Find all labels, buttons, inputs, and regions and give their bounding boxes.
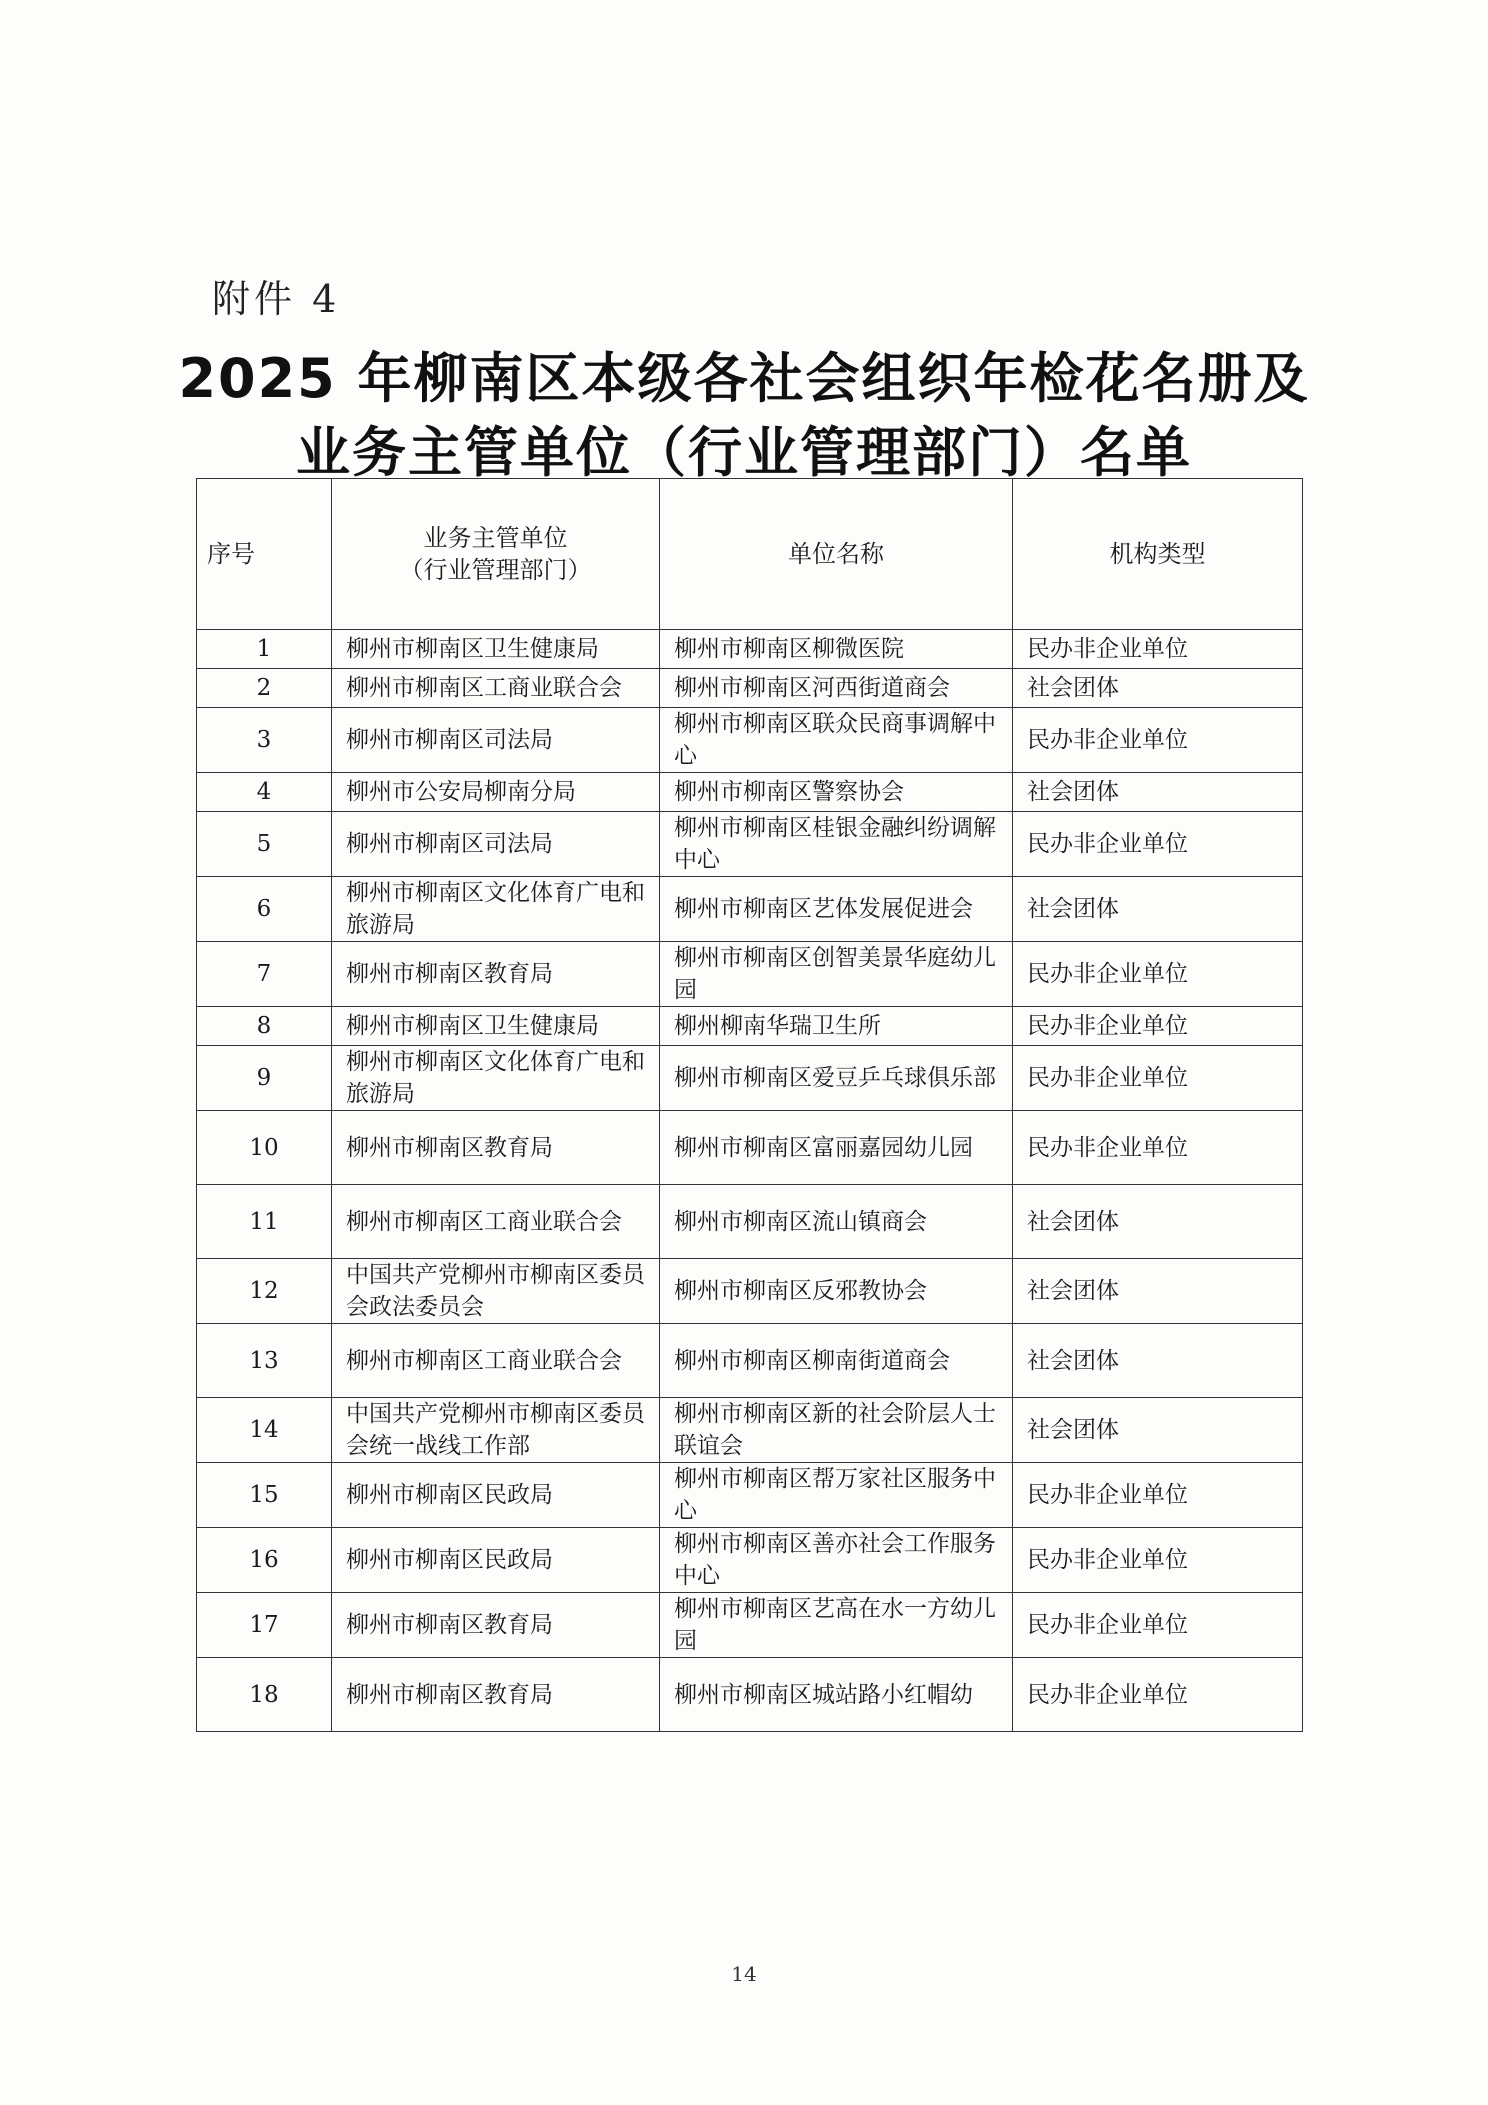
row-dept-cell: 中国共产党柳州市柳南区委员会统一战线工作部 — [332, 1398, 660, 1463]
row-type-cell: 社会团体 — [1013, 1185, 1303, 1259]
row-dept-cell: 柳州市柳南区文化体育广电和旅游局 — [332, 877, 660, 942]
row-index-cell: 9 — [197, 1046, 332, 1111]
row-unit-cell: 柳州市柳南区桂银金融纠纷调解中心 — [660, 812, 1013, 877]
table-row — [197, 630, 1303, 669]
row-type-cell: 民办非企业单位 — [1013, 1463, 1303, 1528]
row-dept-cell: 柳州市柳南区教育局 — [332, 1111, 660, 1185]
row-index-cell: 11 — [197, 1185, 332, 1259]
table-row — [197, 877, 1303, 942]
table-row — [197, 1463, 1303, 1528]
table-header-row — [197, 479, 1303, 630]
header-dept-line-2: （行业管理部门） — [399, 556, 592, 584]
table-row — [197, 942, 1303, 1007]
row-index-cell: 16 — [197, 1528, 332, 1593]
table-row — [197, 669, 1303, 708]
row-index-cell: 3 — [197, 708, 332, 773]
row-type-cell: 社会团体 — [1013, 773, 1303, 812]
row-index-cell: 5 — [197, 812, 332, 877]
header-type: 机构类型 — [1013, 479, 1303, 630]
row-type-cell: 民办非企业单位 — [1013, 1658, 1303, 1732]
row-index-cell: 14 — [197, 1398, 332, 1463]
row-index-cell: 13 — [197, 1324, 332, 1398]
row-unit-cell: 柳州市柳南区流山镇商会 — [660, 1185, 1013, 1259]
row-unit-cell: 柳州市柳南区柳南街道商会 — [660, 1324, 1013, 1398]
row-unit-cell: 柳州市柳南区联众民商事调解中心 — [660, 708, 1013, 773]
table-row — [197, 1593, 1303, 1658]
row-unit-cell: 柳州市柳南区帮万家社区服务中心 — [660, 1463, 1013, 1528]
row-index-cell: 1 — [197, 630, 332, 669]
row-unit-cell: 柳州市柳南区新的社会阶层人士联谊会 — [660, 1398, 1013, 1463]
table-row — [197, 1185, 1303, 1259]
row-unit-cell: 柳州市柳南区艺体发展促进会 — [660, 877, 1013, 942]
organization-table — [196, 478, 1303, 1732]
table-body — [197, 630, 1303, 1732]
row-dept-cell: 柳州市柳南区教育局 — [332, 942, 660, 1007]
row-unit-cell: 柳州市柳南区创智美景华庭幼儿园 — [660, 942, 1013, 1007]
header-index: 序号 — [197, 479, 332, 630]
row-index-cell: 8 — [197, 1007, 332, 1046]
row-unit-cell: 柳州市柳南区柳微医院 — [660, 630, 1013, 669]
row-index-cell: 18 — [197, 1658, 332, 1732]
row-type-cell: 民办非企业单位 — [1013, 812, 1303, 877]
row-unit-cell: 柳州市柳南区警察协会 — [660, 773, 1013, 812]
row-type-cell: 民办非企业单位 — [1013, 1111, 1303, 1185]
row-type-cell: 民办非企业单位 — [1013, 708, 1303, 773]
table-row — [197, 1259, 1303, 1324]
page-number: 14 — [731, 1962, 757, 1986]
row-dept-cell: 柳州市柳南区文化体育广电和旅游局 — [332, 1046, 660, 1111]
row-dept-cell: 柳州市柳南区卫生健康局 — [332, 1007, 660, 1046]
row-dept-cell: 柳州市柳南区教育局 — [332, 1658, 660, 1732]
row-unit-cell: 柳州市柳南区善亦社会工作服务中心 — [660, 1528, 1013, 1593]
row-unit-cell: 柳州市柳南区富丽嘉园幼儿园 — [660, 1111, 1013, 1185]
row-unit-cell: 柳州市柳南区艺高在水一方幼儿园 — [660, 1593, 1013, 1658]
table-row — [197, 1658, 1303, 1732]
row-dept-cell: 柳州市柳南区民政局 — [332, 1528, 660, 1593]
table-row — [197, 1007, 1303, 1046]
row-index-cell: 2 — [197, 669, 332, 708]
row-type-cell: 社会团体 — [1013, 1324, 1303, 1398]
header-unit: 单位名称 — [660, 479, 1013, 630]
row-type-cell: 社会团体 — [1013, 877, 1303, 942]
row-index-cell: 15 — [197, 1463, 332, 1528]
document-title-line-2: 业务主管单位（行业管理部门）名单 — [296, 421, 1192, 484]
row-index-cell: 7 — [197, 942, 332, 1007]
table-row — [197, 1324, 1303, 1398]
row-type-cell: 社会团体 — [1013, 669, 1303, 708]
row-index-cell: 12 — [197, 1259, 332, 1324]
row-dept-cell: 柳州市柳南区教育局 — [332, 1593, 660, 1658]
row-type-cell: 民办非企业单位 — [1013, 1528, 1303, 1593]
row-dept-cell: 柳州市柳南区工商业联合会 — [332, 669, 660, 708]
row-index-cell: 6 — [197, 877, 332, 942]
row-type-cell: 社会团体 — [1013, 1259, 1303, 1324]
table-row — [197, 1111, 1303, 1185]
row-dept-cell: 柳州市柳南区工商业联合会 — [332, 1324, 660, 1398]
row-unit-cell: 柳州市柳南区城站路小红帽幼 — [660, 1658, 1013, 1732]
row-type-cell: 民办非企业单位 — [1013, 1007, 1303, 1046]
table-row — [197, 773, 1303, 812]
table-row — [197, 1398, 1303, 1463]
row-type-cell: 民办非企业单位 — [1013, 942, 1303, 1007]
row-dept-cell: 柳州市柳南区司法局 — [332, 812, 660, 877]
document-title-line-1: 2025 年柳南区本级各社会组织年检花名册及 — [178, 347, 1310, 410]
row-index-cell: 10 — [197, 1111, 332, 1185]
header-dept — [332, 479, 660, 630]
row-index-cell: 4 — [197, 773, 332, 812]
row-index-cell: 17 — [197, 1593, 332, 1658]
row-type-cell: 民办非企业单位 — [1013, 1593, 1303, 1658]
row-dept-cell: 柳州市柳南区卫生健康局 — [332, 630, 660, 669]
table-row — [197, 1528, 1303, 1593]
table-row — [197, 812, 1303, 877]
row-dept-cell: 柳州市公安局柳南分局 — [332, 773, 660, 812]
row-dept-cell: 中国共产党柳州市柳南区委员会政法委员会 — [332, 1259, 660, 1324]
table-row — [197, 1046, 1303, 1111]
row-unit-cell: 柳州市柳南区河西街道商会 — [660, 669, 1013, 708]
attachment-label: 附件 4 — [212, 277, 341, 321]
row-unit-cell: 柳州市柳南区反邪教协会 — [660, 1259, 1013, 1324]
table-row — [197, 708, 1303, 773]
row-dept-cell: 柳州市柳南区司法局 — [332, 708, 660, 773]
header-dept-line-1: 业务主管单位 — [423, 524, 568, 552]
row-dept-cell: 柳州市柳南区民政局 — [332, 1463, 660, 1528]
row-type-cell: 民办非企业单位 — [1013, 630, 1303, 669]
row-type-cell: 社会团体 — [1013, 1398, 1303, 1463]
row-unit-cell: 柳州市柳南区爱豆乒乓球俱乐部 — [660, 1046, 1013, 1111]
row-dept-cell: 柳州市柳南区工商业联合会 — [332, 1185, 660, 1259]
row-type-cell: 民办非企业单位 — [1013, 1046, 1303, 1111]
row-unit-cell: 柳州柳南华瑞卫生所 — [660, 1007, 1013, 1046]
